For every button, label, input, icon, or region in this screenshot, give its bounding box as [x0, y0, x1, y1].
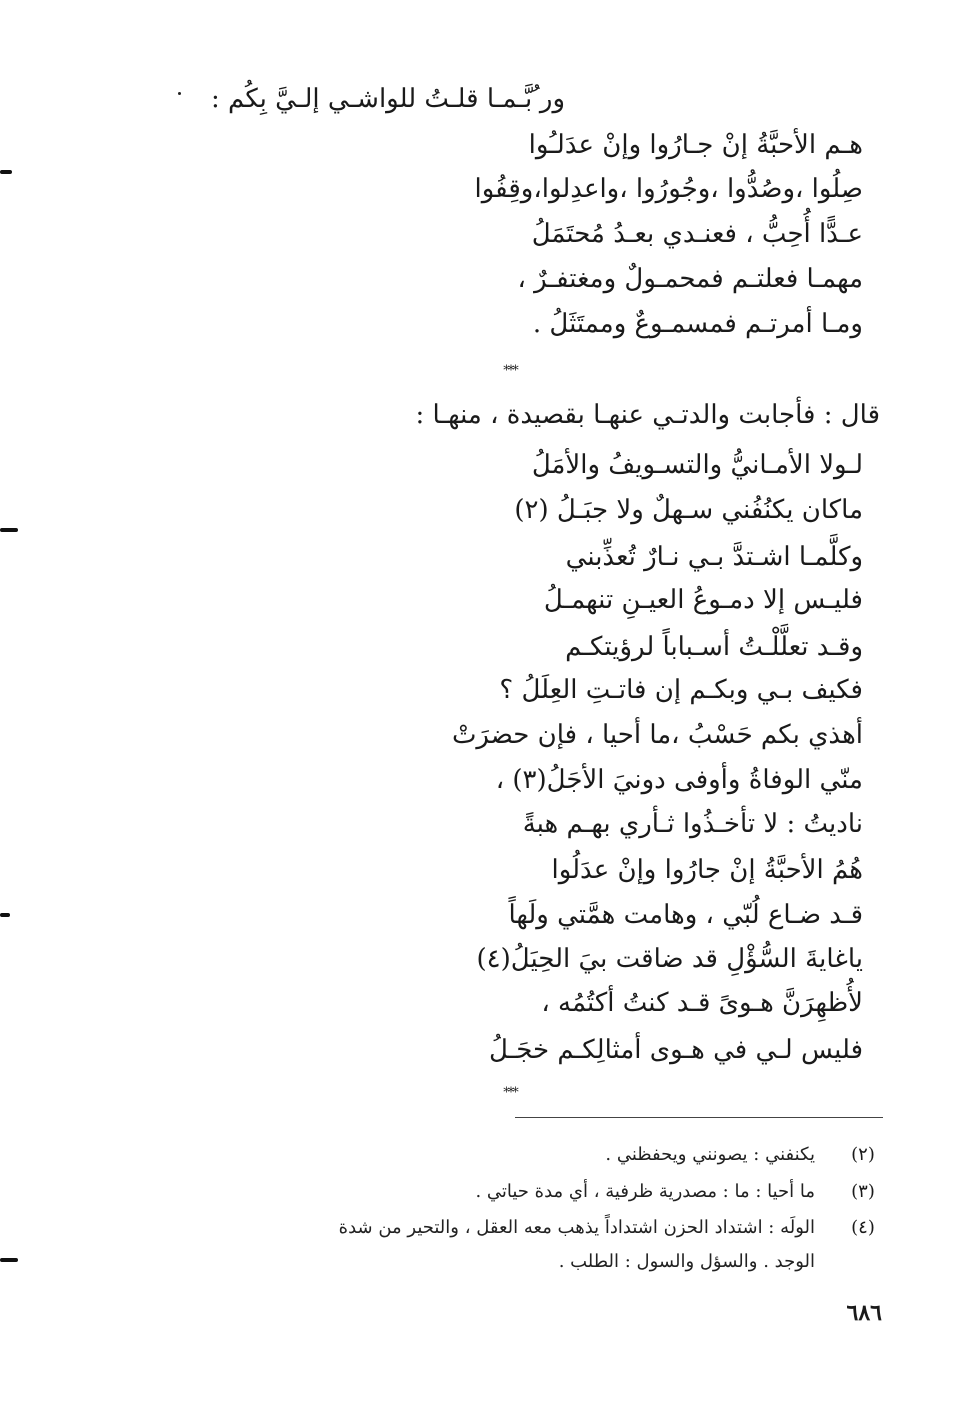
- footnote-2-text: يكنفني : يصونني ويحفظني .: [605, 1144, 815, 1165]
- poem2-line-8: منّي الوفاةُ وأوفى دونيَ الأجَلُ(٣) ،: [495, 765, 863, 795]
- poem1-line-1: ور ُبَّـمـا قلـتُ للواشـي إلـيَّ بِكُم :: [210, 84, 565, 114]
- section-stars-2: ⁎⁎⁎: [503, 1081, 517, 1096]
- footnote-2-number: (٢): [851, 1144, 875, 1165]
- poem2-line-11: قـد ضـاع لُبّي ، وهامت همَّتي ولَهاً: [508, 900, 863, 930]
- poem2-line-9: ناديتُ : لا تأخـذُوا ثـأري بهـم هبةً: [522, 809, 863, 839]
- poem2-line-10: هُمُ الأحبَّةُ إنْ جارُوا وإنْ عدَلُوا: [551, 855, 863, 885]
- poem1-line-5: مهمـا فعلتـم فمحمـولٌ ومغتفـرٌ ،: [517, 264, 863, 294]
- poem2-line-1: لـولا الأمـانيُّ والتسـويفُ والأمَلُ: [531, 450, 863, 480]
- poem1-line-4: عـدًّا أُحِبُّ ، فعنـدي بعـدُ مُحتَمَلُ: [531, 219, 863, 249]
- footnote-4-continuation: الوجد . والسؤل والسول : الطلب .: [558, 1251, 815, 1272]
- section-stars-1: ⁎⁎⁎: [503, 359, 517, 374]
- ink-dot: [178, 92, 181, 95]
- scan-margin-mark: [0, 913, 10, 917]
- intro-text: قال : فأجابت والدتـي عنهـا بقصيدة ، منهـا :: [415, 400, 880, 430]
- poem2-line-2: ماكان يكنُفُني سـهلٌ ولا جبَـلُ (٢): [514, 495, 863, 525]
- scan-margin-mark: [0, 170, 12, 174]
- poem2-line-5: وقـد تعلَّلْـتُ أسـباباً لرؤيتكـم: [565, 632, 863, 662]
- poem2-line-7: أهذي بكم حَسْبُ ،ما أحيا ، فإن حضرَتْ: [451, 720, 863, 750]
- scan-margin-mark: [0, 528, 18, 532]
- scan-margin-mark: [0, 1258, 18, 1262]
- poem2-line-13: لأُظهِرَنَّ هـوىً قـد كنتُ أكتُمُه ،: [541, 988, 863, 1018]
- poem1-line-3: صِلُوا ،وصُدُّوا ،وجُورُوا ،واعدِلوا،وقِفُوا: [474, 174, 863, 204]
- footnote-3-text: ما أحيا : ما : مصدرية ظرفية ، أي مدة حياتي .: [475, 1181, 815, 1202]
- poem2-line-14: فليس لـي في هـوى أمثالِكـم خجَـلُ: [488, 1035, 863, 1065]
- page-number: ٦٨٦: [846, 1300, 882, 1326]
- poem2-line-4: فليـس إلا دمـوعُ العيـنِ تنهمـلُ: [543, 585, 863, 615]
- footnote-3-number: (٣): [851, 1181, 875, 1202]
- poem2-line-6: فكيف بـي وبكـم إن فاتـتِ العِلَلُ ؟: [499, 675, 863, 705]
- poem2-line-3: وكلَّمـا اشـتدَّ بـي نـارٌ تُعذِّبني: [565, 542, 863, 572]
- footnote-4-number: (٤): [851, 1217, 875, 1238]
- poem1-line-2: هـم الأحبَّةُ إنْ جـارُوا وإنْ عدَلـُوا: [528, 130, 863, 160]
- footnote-divider: [515, 1117, 883, 1118]
- poem2-line-12: ياغايةَ السُّؤْلِ قد ضاقت بيَ الحِيَلُ(٤): [476, 944, 863, 974]
- poem1-line-6: ومـا أمرتـم فمسمـوعٌ وممتَثَلُ .: [532, 309, 863, 339]
- footnote-4-text: الولَه : اشتداد الحزن اشتداداً يذهب معه العقل ، والتحير من شدة: [338, 1217, 815, 1238]
